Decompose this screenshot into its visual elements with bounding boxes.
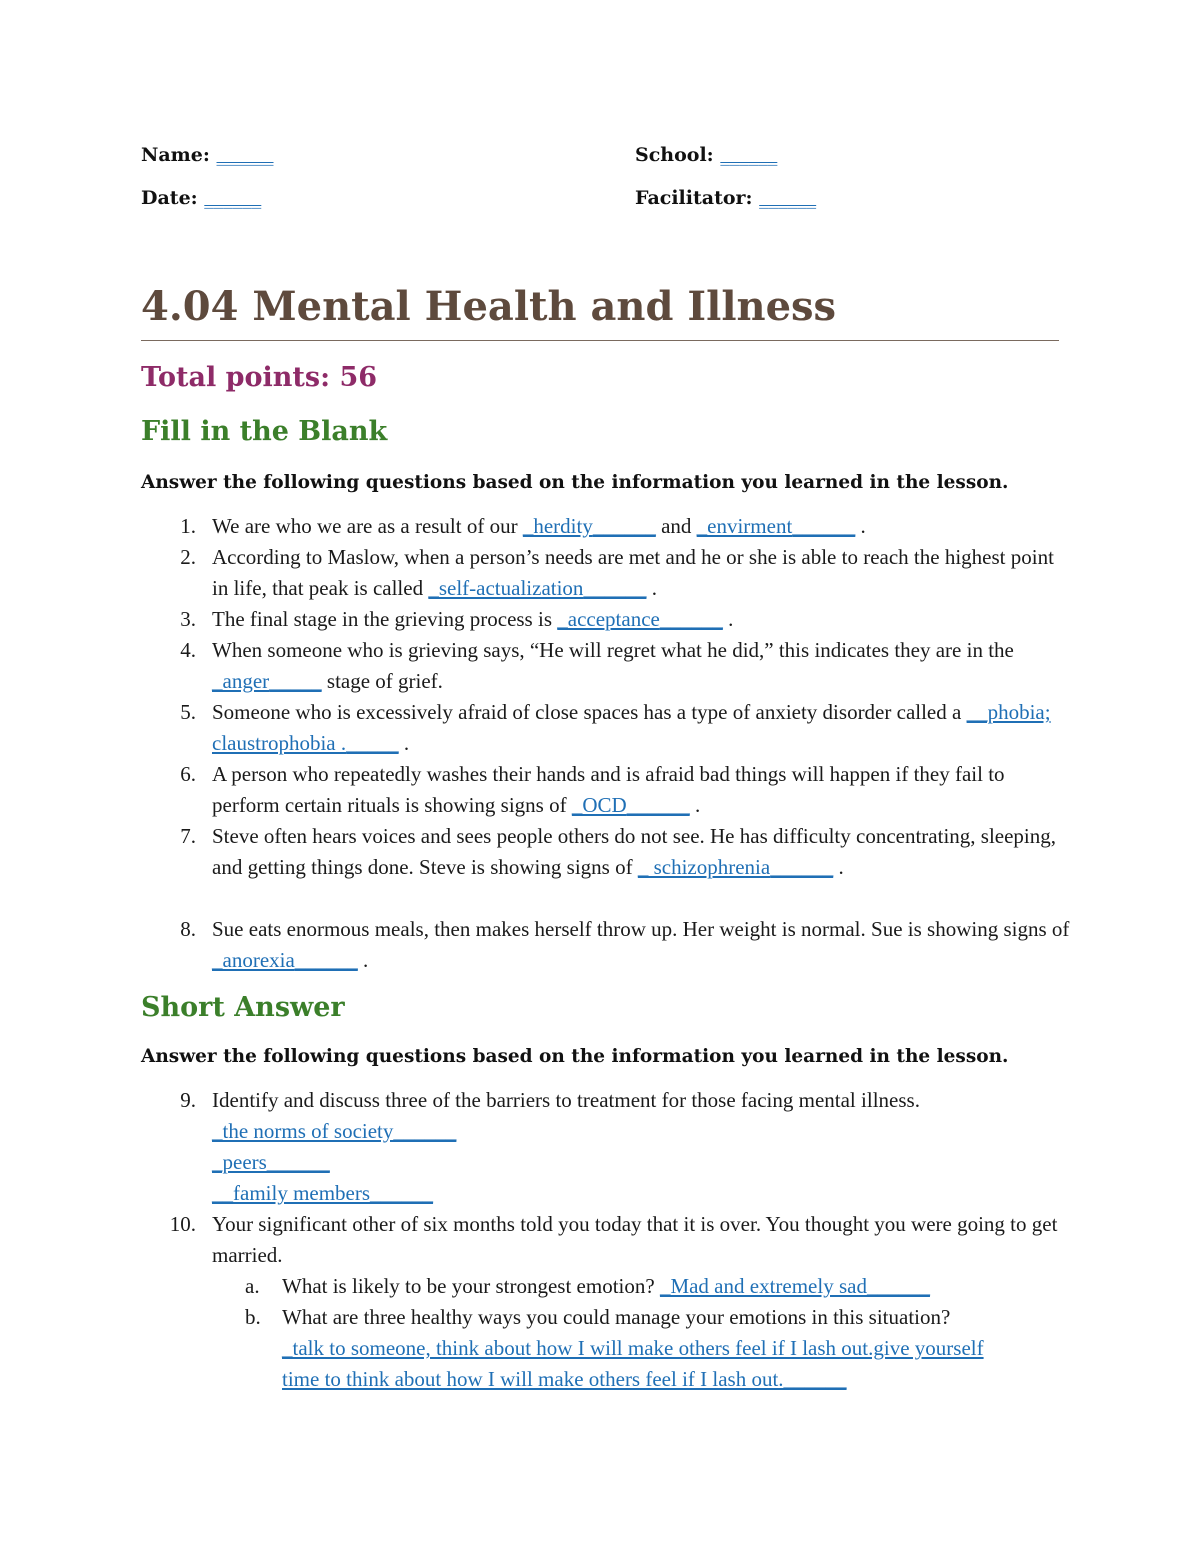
total-points: Total points: 56 (141, 362, 378, 393)
question-2 (172, 542, 1072, 604)
question-1 (172, 511, 1072, 542)
question-text: Your significant other of six months told you today that it is over. You thought you were going to get married. (212, 1212, 1058, 1267)
question-text: According to Maslow, when a person’s needs are met and he or she is able to reach the highest point in life, that peak is called _self-actualization______ . (212, 545, 1054, 600)
question-number: 7. (180, 824, 196, 848)
question-number: 5. (180, 700, 196, 724)
facilitator-value[interactable]: ______ (759, 187, 817, 209)
question-8 (172, 914, 1072, 976)
question-text: The final stage in the grieving process is _acceptance______ . (212, 607, 734, 631)
answer-7[interactable]: _ schizophrenia______ (637, 855, 834, 879)
question-number: 6. (180, 762, 196, 786)
sub-question-text: What are three healthy ways you could manage your emotions in this situation? (282, 1305, 951, 1329)
answer-10a[interactable]: _Mad and extremely sad______ (659, 1274, 930, 1298)
facilitator-label: Facilitator: (635, 187, 753, 209)
question-4 (172, 635, 1072, 697)
question-number: 8. (180, 917, 196, 941)
question-text: Identify and discuss three of the barriers to treatment for those facing mental illness. (212, 1088, 920, 1112)
short-answer-instruction: Answer the following questions based on the information you learned in the lesson. (141, 1046, 1009, 1067)
date-label: Date: (141, 187, 198, 209)
answer-8[interactable]: _anorexia______ (212, 948, 358, 972)
question-number: 1. (180, 514, 196, 538)
question-text: Sue eats enormous meals, then makes herself throw up. Her weight is normal. Sue is showing signs of _anorexia______ . (212, 917, 1070, 972)
facilitator-field (635, 187, 816, 209)
answer-6[interactable]: _OCD______ (571, 793, 690, 817)
answer-3[interactable]: _acceptance______ (557, 607, 723, 631)
question-3 (172, 604, 1072, 635)
answer-1a[interactable]: _herdity______ (522, 514, 656, 538)
name-label: Name: (141, 144, 210, 166)
question-number: 9. (180, 1088, 196, 1112)
question-text: Someone who is excessively afraid of close spaces has a type of anxiety disorder called a __phobia; claustrophobia ._____ . (212, 700, 1051, 755)
date-value[interactable]: ______ (204, 187, 262, 209)
answer-2[interactable]: _self-actualization______ (428, 576, 647, 600)
answer-4[interactable]: _anger_____ (212, 669, 322, 693)
question-7 (172, 821, 1072, 914)
question-10a (245, 1271, 1045, 1302)
school-field (635, 144, 777, 166)
question-number: 2. (180, 545, 196, 569)
question-number: 4. (180, 638, 196, 662)
question-10b (245, 1302, 1045, 1333)
question-text: When someone who is grieving says, “He will regret what he did,” this indicates they are in the _anger_____ stage of grief. (212, 638, 1014, 693)
section-heading-short-answer: Short Answer (141, 992, 345, 1023)
question-text: A person who repeatedly washes their hands and is afraid bad things will happen if they fail to perform certain rituals is showing signs of _OCD______ . (212, 762, 1005, 817)
answer-9-barrier-1[interactable]: _the norms of society______ (212, 1119, 457, 1143)
question-text: Steve often hears voices and sees people others do not see. He has difficulty concentrating, sleeping, and getting things done. Steve is showing signs of _ schizophrenia______ . (212, 824, 1057, 879)
question-5 (172, 697, 1072, 759)
question-number: 3. (180, 607, 196, 631)
answer-5[interactable]: __phobia; claustrophobia ._____ (212, 700, 1051, 755)
date-field (141, 187, 261, 209)
sub-question-letter: b. (245, 1305, 261, 1329)
name-value[interactable]: ______ (216, 144, 274, 166)
question-6 (172, 759, 1072, 821)
question-10 (169, 1209, 1072, 1271)
fill-in-instruction: Answer the following questions based on the information you learned in the lesson. (141, 472, 1009, 493)
answer-9-barrier-2[interactable]: _peers______ (212, 1150, 330, 1174)
name-field (141, 144, 274, 166)
question-text: We are who we are as a result of our _herdity______ and _envirment______ . (212, 514, 866, 538)
answer-10b[interactable]: _talk to someone, think about how I will make others feel if I lash out.give yourself time to think about how I will make others feel if I lash out.______ (282, 1336, 984, 1391)
question-9 (172, 1085, 1072, 1116)
page-title: 4.04 Mental Health and Illness (141, 282, 1059, 341)
section-heading-fill-in: Fill in the Blank (141, 416, 388, 447)
school-value[interactable]: ______ (720, 144, 778, 166)
question-number: 10. (169, 1212, 196, 1236)
answer-1b[interactable]: _envirment______ (696, 514, 856, 538)
sub-question-text: What is likely to be your strongest emotion? _Mad and extremely sad______ (282, 1274, 930, 1298)
answer-9-barrier-3[interactable]: __family members______ (212, 1181, 434, 1205)
sub-question-letter: a. (245, 1274, 260, 1298)
school-label: School: (635, 144, 714, 166)
